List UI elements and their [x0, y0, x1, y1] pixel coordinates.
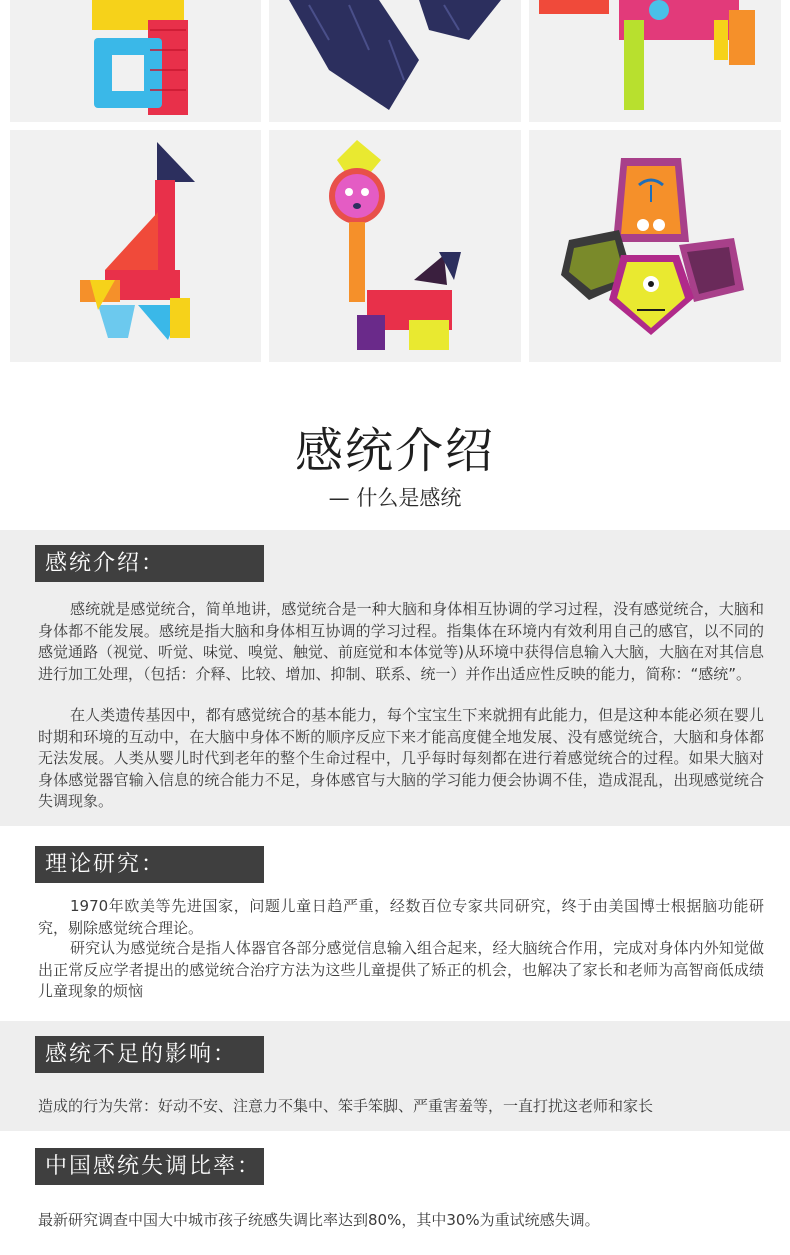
section-intro [0, 530, 790, 826]
section-label-intro: 感统介绍： [35, 545, 264, 582]
photo-table-blocks [529, 0, 781, 122]
page-subtitle: — 什么是感统 [328, 486, 462, 510]
section-rate [0, 1131, 790, 1255]
robot-blocks-illustration [10, 0, 261, 122]
photo-star-blocks [269, 0, 521, 122]
giraffe-blocks-illustration [10, 130, 261, 362]
table-blocks-illustration [529, 0, 781, 122]
photo-robot-blocks [10, 0, 261, 122]
section-theory [0, 826, 790, 1021]
star-blocks-illustration [269, 0, 521, 122]
photo-giraffe-blocks [10, 130, 261, 362]
impact-paragraph: 造成的行为失常：好动不安、注意力不集中、笨手笨脚、严重害羞等，一直打扰这老师和家长 [38, 1097, 654, 1115]
photo-faces-blocks [529, 130, 781, 362]
section-label-theory: 理论研究： [35, 846, 264, 883]
photo-figure-blocks [269, 130, 521, 362]
theory-paragraph-1: 1970年欧美等先进国家，问题儿童日趋严重，经数百位专家共同研究，终于由美国博士根据脑功能研究，剔除感觉统合理论。 [38, 897, 764, 937]
intro-paragraph-2: 在人类遗传基因中，都有感觉统合的基本能力，每个宝宝生下来就拥有此能力，但是这种本能必须在婴儿时期和环境的互动中，在大脑中身体不断的顺序反应下来才能高度健全地发展、没有感觉统合，大脑和身体都 无法发展。人类从婴儿时代到老年的整个生命过程中，几乎每时每刻都在进行着感觉统合的过程。如果大脑对身体感觉器官输入信息的统合能力不足，身体感官与大脑的学习能力便会协调不佳，造成混乱，出现感觉统合失调现象。 [38, 706, 764, 811]
section-impact [0, 1021, 790, 1131]
page-title: 感统介绍 [294, 423, 495, 479]
section-label-impact: 感统不足的影响： [35, 1036, 264, 1073]
intro-paragraph-1: 感统就是感觉统合，简单地讲，感觉统合是一种大脑和身体相互协调的学习过程，没有感觉统合，大脑和身体都不能发展。感统是指大脑和身体相互协调的学习过程。指集体在环境内有效利用自己的感官，以不同的感觉通路（视觉、听觉、味觉、嗅觉、触觉、前庭觉和本体觉等)从环境中获得信息输入大脑，大脑在对其信息进行加工处理，（包括：介释、比较、增加、抑制、联系、统一）并作出适应性反映的能力，简称：“感统”。 [38, 600, 764, 683]
section-label-rate: 中国感统失调比率： [35, 1148, 264, 1185]
rate-paragraph: 最新研究调查中国大中城市孩子统感失调比率达到80%，其中30%为重试统感失调。 [38, 1211, 600, 1229]
figure-blocks-illustration [269, 130, 521, 362]
product-photo-grid [0, 0, 790, 370]
faces-blocks-illustration [529, 130, 781, 362]
theory-paragraph-2: 研究认为感觉统合是指人体器官各部分感觉信息输入组合起来，经大脑统合作用，完成对身体内外知觉做出正常反应学者提出的感觉统合治疗方法为这些儿童提供了矫正的机会，也解决了家长和老师为高智商低成绩儿童现象的烦恼 [38, 939, 764, 1001]
